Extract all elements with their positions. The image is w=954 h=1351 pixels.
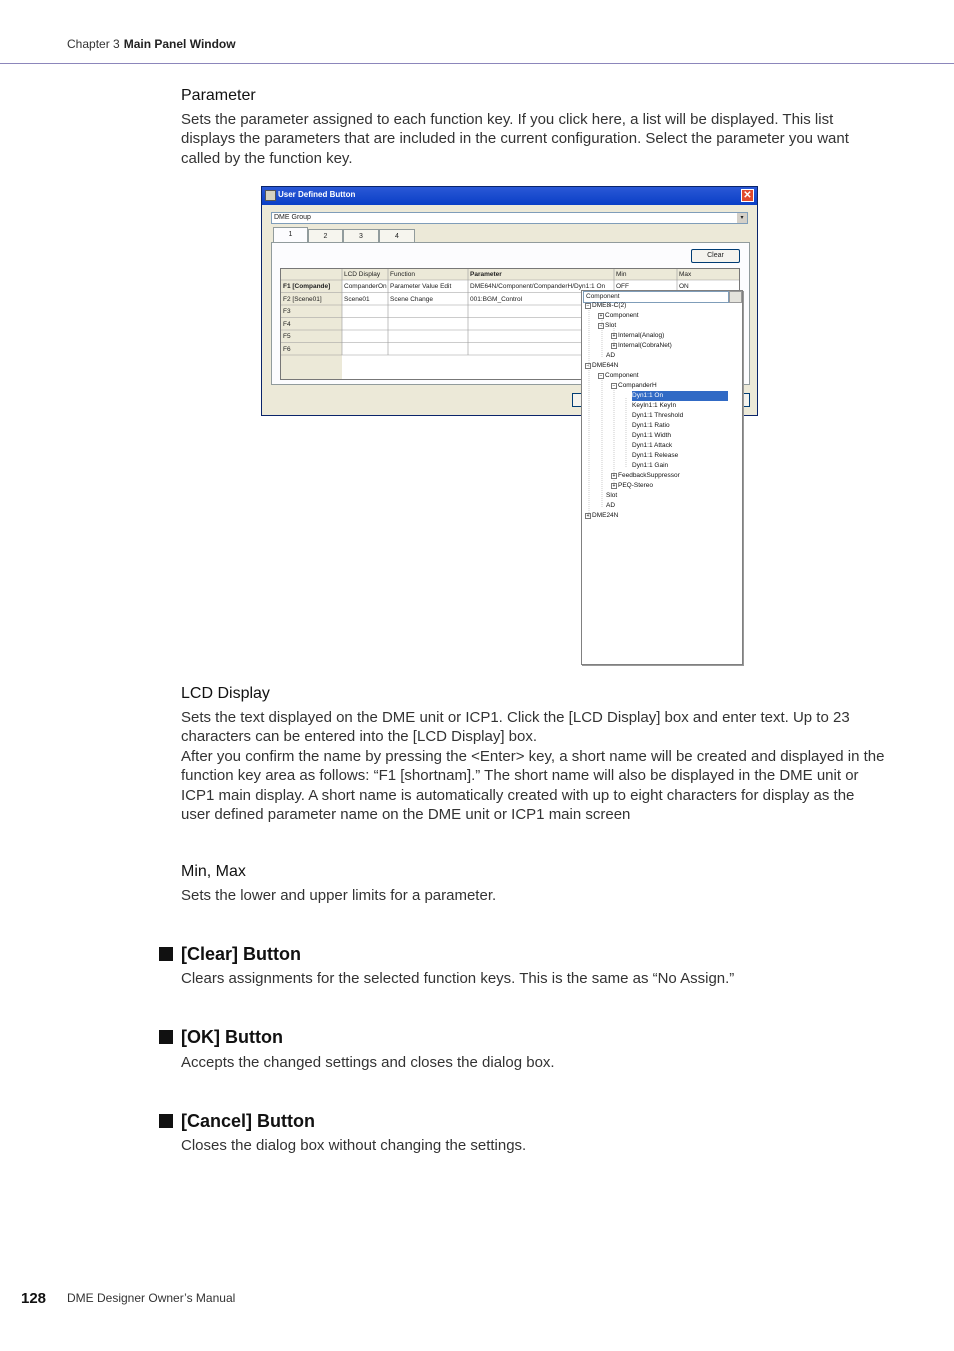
- tree-node-label: Slot: [606, 492, 618, 499]
- tab-3[interactable]: 3: [343, 229, 379, 242]
- lcd-body-2: After you confirm the name by pressing the <Enter> key, a short name will be created and displayed in the function key area as follows: “F1 [shortnam].” The short name will also be displayed in the DME unit or ICP1 main display. A short name is automatically created with up to eight characters for display as the user defined parameter name on the DME unit or ICP1 main screen: [181, 748, 885, 823]
- parameter-heading: Parameter: [181, 87, 256, 104]
- tree-node-label: Internal(CobraNet): [618, 342, 672, 349]
- row-key[interactable]: F4: [283, 320, 291, 328]
- lcd-cell[interactable]: Scene01: [344, 295, 370, 303]
- tree-node[interactable]: [598, 321, 616, 331]
- col-header-parameter: Parameter: [470, 271, 502, 278]
- tree-node-label: Dyn1:1 Ratio: [632, 422, 670, 429]
- tree-toggle-icon[interactable]: −: [612, 383, 616, 389]
- parameter-body: Sets the parameter assigned to each function key. If you click here, a list will be displayed. This list displays the parameters that are included in the current configuration. Select the parameter you want called by the function key.: [181, 111, 849, 167]
- tree-node-label: Dyn1:1 On: [632, 392, 664, 399]
- tree-node[interactable]: [611, 331, 664, 341]
- window-icon: [265, 190, 276, 201]
- parameter-cell[interactable]: DME64N/Component/CompanderH/Dyn1:1 On: [470, 283, 606, 290]
- tree-node[interactable]: [606, 501, 615, 511]
- tree-filter-input[interactable]: Component: [583, 291, 729, 303]
- tree-toggle-icon[interactable]: +: [612, 333, 616, 339]
- tab-1[interactable]: 1: [273, 227, 308, 242]
- section-title: Main Panel Window: [123, 37, 236, 51]
- group-select[interactable]: [271, 212, 748, 224]
- footer-title: DME Designer Owner’s Manual: [67, 1291, 236, 1305]
- chapter-label: Chapter 3: [67, 37, 120, 51]
- tree-toggle-icon[interactable]: −: [599, 323, 603, 329]
- dialog-titlebar: [262, 187, 757, 205]
- col-header-min: Min: [616, 271, 627, 278]
- page-number: 128: [21, 1290, 47, 1307]
- tree-node-label: Dyn1:1 Threshold: [632, 412, 684, 419]
- dialog-title: User Defined Button: [278, 190, 356, 199]
- row-key[interactable]: F5: [283, 333, 291, 340]
- tree-node[interactable]: [585, 511, 618, 521]
- lcd-cell[interactable]: CompanderOn: [344, 283, 387, 290]
- square-bullet-icon: [159, 1114, 173, 1128]
- tree-toggle-icon[interactable]: −: [586, 363, 590, 369]
- tree-node-label: Dyn1:1 Release: [632, 452, 679, 459]
- running-header: [67, 37, 236, 51]
- close-icon[interactable]: ✕: [741, 189, 754, 202]
- parameter-tree-popup: [581, 290, 743, 665]
- clear-heading-text: [Clear] Button: [181, 944, 301, 964]
- tree-node-label: CompanderH: [618, 382, 657, 389]
- row-key[interactable]: F6: [283, 345, 291, 353]
- tree-node[interactable]: [585, 301, 626, 311]
- tree-node-label: AD: [606, 502, 616, 509]
- row-key[interactable]: F2 [Scene01]: [283, 295, 322, 303]
- tree-node[interactable]: [632, 441, 672, 451]
- tree-node-label: Dyn1:1 Width: [632, 432, 672, 439]
- min-cell[interactable]: OFF: [616, 283, 629, 290]
- tree-node[interactable]: [632, 411, 683, 421]
- max-cell[interactable]: ON: [679, 283, 689, 290]
- tree-node[interactable]: [632, 431, 671, 441]
- col-header-lcd: LCD Display: [344, 271, 381, 278]
- tree-node[interactable]: [611, 381, 657, 391]
- tree-node-label: KeyIn1:1 KeyIn: [632, 402, 677, 409]
- parameter-cell[interactable]: 001:BGM_Control: [470, 295, 523, 303]
- tree-node-label: Dyn1:1 Gain: [632, 462, 669, 469]
- tab-4[interactable]: 4: [379, 229, 415, 242]
- tree-toggle-icon[interactable]: +: [612, 483, 616, 489]
- tree-node-label: Slot: [605, 322, 617, 329]
- row-key[interactable]: F3: [283, 308, 291, 315]
- minmax-heading: Min, Max: [181, 863, 246, 880]
- ok-section-heading: [159, 1027, 283, 1048]
- group-select-value: DME Group: [274, 214, 311, 221]
- tree-toggle-icon[interactable]: −: [586, 303, 590, 309]
- tree-node-label: Internal(Analog): [618, 332, 665, 339]
- tree-node-selected[interactable]: [632, 391, 728, 401]
- tree-node-label: Dyn1:1 Attack: [632, 442, 673, 449]
- cancel-heading-text: [Cancel] Button: [181, 1111, 315, 1131]
- tree-node[interactable]: [611, 471, 680, 481]
- tree-toggle-icon[interactable]: +: [612, 473, 616, 479]
- tree-node[interactable]: [585, 361, 618, 371]
- function-cell[interactable]: Parameter Value Edit: [390, 283, 452, 290]
- tree-node[interactable]: [598, 311, 639, 321]
- tree-node-label: DME8i-C(2): [592, 302, 627, 309]
- tree-node[interactable]: [632, 451, 678, 461]
- tree-node-label: AD: [606, 352, 616, 359]
- tree-node[interactable]: [632, 401, 676, 411]
- tree-node[interactable]: [611, 481, 653, 491]
- tree-toggle-icon[interactable]: +: [599, 313, 603, 319]
- row-key[interactable]: F1 [Compande]: [283, 283, 331, 290]
- ok-heading-text: [OK] Button: [181, 1027, 283, 1047]
- tab-2[interactable]: 2: [308, 229, 343, 242]
- col-header-function: Function: [390, 271, 415, 278]
- tree-node[interactable]: [598, 371, 639, 381]
- cancel-body: Closes the dialog box without changing the settings.: [181, 1137, 527, 1154]
- tree-node-label: Component: [605, 372, 639, 379]
- function-cell[interactable]: Scene Change: [390, 295, 434, 303]
- tree-node[interactable]: [606, 351, 615, 361]
- tree-toggle-icon[interactable]: +: [612, 343, 616, 349]
- tree-node[interactable]: [611, 341, 672, 351]
- tree-node[interactable]: [632, 421, 670, 431]
- tree-node-label: DME24N: [592, 512, 619, 519]
- square-bullet-icon: [159, 947, 173, 961]
- tree-node-label: DME64N: [592, 362, 619, 369]
- clear-button[interactable]: Clear: [691, 249, 740, 263]
- lcd-heading: LCD Display: [181, 685, 270, 702]
- tree-node[interactable]: [632, 461, 668, 471]
- tree-node[interactable]: [606, 491, 617, 501]
- tree-toggle-icon[interactable]: −: [599, 373, 603, 379]
- minmax-body: Sets the lower and upper limits for a parameter.: [181, 887, 497, 904]
- tree-node-label: FeedbackSuppressor: [618, 472, 680, 479]
- lcd-body: Sets the text displayed on the DME unit or ICP1. Click the [LCD Display] box and enter text. Up to 23 characters can be entered into the [LCD Display] box.: [181, 709, 850, 746]
- clear-body: Clears assignments for the selected function keys. This is the same as “No Assign.”: [181, 970, 735, 987]
- header-rule: [0, 63, 954, 64]
- cancel-section-heading: [159, 1111, 315, 1132]
- clear-section-heading: [159, 944, 301, 965]
- tree-node-label: Component: [605, 312, 639, 319]
- col-header-max: Max: [679, 271, 692, 278]
- tree-node-label: PEQ-Stereo: [618, 482, 654, 489]
- chevron-down-icon[interactable]: ▾: [737, 213, 747, 223]
- ok-body: Accepts the changed settings and closes the dialog box.: [181, 1054, 555, 1071]
- square-bullet-icon: [159, 1030, 173, 1044]
- tree-toggle-icon[interactable]: +: [586, 513, 590, 519]
